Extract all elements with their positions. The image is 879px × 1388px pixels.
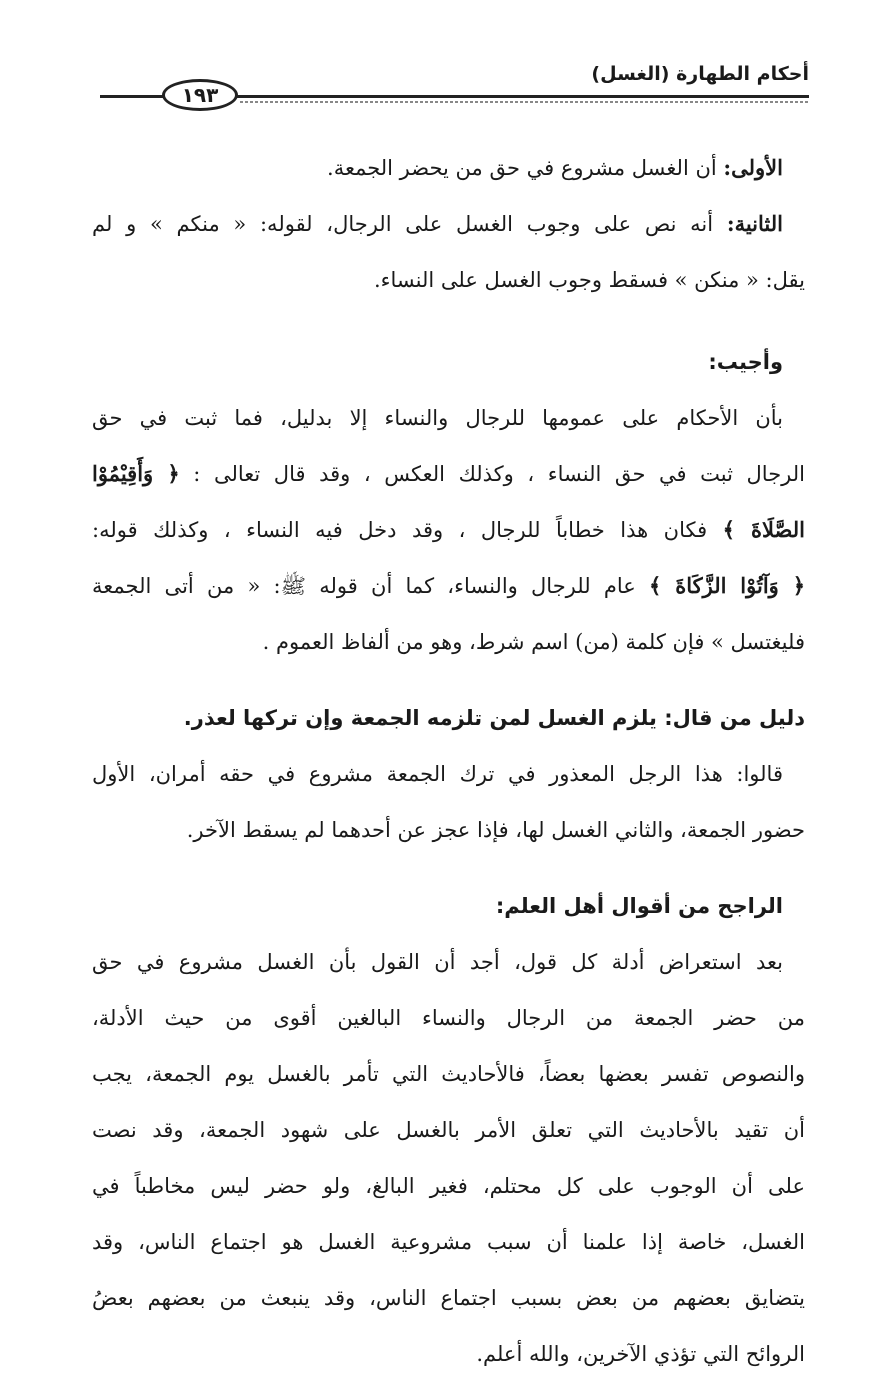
running-title: أحكام الطهارة (الغسل) — [591, 63, 809, 85]
page-number-badge: ١٩٣ — [162, 79, 238, 111]
point-label: الأولى: — [723, 155, 783, 180]
answer-line — [92, 446, 805, 502]
answer-line: بأن الأحكام على عمومها للرجال والنساء إلا بدليل، فما ثبت في حق — [92, 406, 783, 430]
paragraph-first-point — [92, 140, 805, 196]
header-rule-dotted — [240, 101, 809, 103]
point-text: أنه نص على وجوب الغسل على الرجال، لقوله: « منكم » و لم — [92, 212, 727, 236]
quran-quote: ﴿ وَأَقِيْمُوْا — [92, 461, 180, 486]
preferred-line: بعد استعراض أدلة كل قول، أجد أن القول بأن الغسل مشروع في حق — [92, 950, 783, 974]
preferred-line: أن تقيد بالأحاديث التي تعلق الأمر بالغسل على شهود الجمعة، وقد نصت — [92, 1118, 805, 1142]
preferred-line: الغسل، خاصة إذا علمنا أن سبب مشروعية الغسل هو اجتماع الناس، وقد — [92, 1230, 805, 1254]
preferred-line: يتضايق بعضهم من بعض بسبب اجتماع الناس، وقد ينبعث من بعضهم بعضُ — [92, 1286, 805, 1310]
section-heading-evidence: دليل من قال: يلزم الغسل لمن تلزمه الجمعة وإن تركها لعذر. — [183, 706, 805, 730]
preferred-line: من حضر الجمعة من الرجال والنساء البالغين أقوى من حيث الأدلة، — [92, 1006, 805, 1030]
preferred-line: الروائح التي تؤذي الآخرين، والله أعلم. — [476, 1342, 805, 1366]
answer-text: الرجال ثبت في حق النساء ، وكذلك العكس ، وقد قال تعالى : — [179, 462, 805, 486]
page-body — [92, 140, 805, 1382]
answer-line — [92, 502, 805, 558]
section-heading-answer: وأجيب: — [708, 350, 783, 374]
quran-quote: ﴿ وَآتُوْا الزَّكَاةَ ﴾ — [649, 573, 805, 598]
evidence-line: حضور الجمعة، والثاني الغسل لها، فإذا عجز عن أحدهما لم يسقط الآخر. — [186, 818, 805, 842]
preferred-line: والنصوص تفسر بعضها بعضاً، فالأحاديث التي تأمر بالغسل يوم الجمعة، يجب — [92, 1062, 805, 1086]
answer-text: فكان هذا خطاباً للرجال ، وقد دخل فيه النساء ، وكذلك قوله: — [92, 518, 723, 542]
preferred-line: على أن الوجوب على كل محتلم، فغير البالغ، ولو حضر ليس مخاطباً في — [92, 1174, 805, 1198]
quran-quote: الصَّلَاةَ ﴾ — [722, 517, 805, 542]
section-heading-preferred: الراجح من أقوال أهل العلم: — [495, 894, 783, 918]
point-label: الثانية: — [726, 211, 783, 236]
paragraph-second-point-line: يقل: « منكن » فسقط وجوب الغسل على النساء. — [373, 268, 805, 292]
paragraph-second-point-line — [92, 196, 805, 252]
answer-line — [92, 558, 805, 614]
page-header — [100, 55, 809, 115]
answer-text: عام للرجال والنساء، كما أن قوله ﷺ: « من أتى الجمعة — [92, 574, 650, 598]
evidence-line: قالوا: هذا الرجل المعذور في ترك الجمعة مشروع في حقه أمران، الأول — [92, 762, 783, 786]
point-text: أن الغسل مشروع في حق من يحضر الجمعة. — [327, 156, 724, 180]
answer-line: فليغتسل » فإن كلمة (من) اسم شرط، وهو من ألفاظ العموم . — [262, 630, 805, 654]
